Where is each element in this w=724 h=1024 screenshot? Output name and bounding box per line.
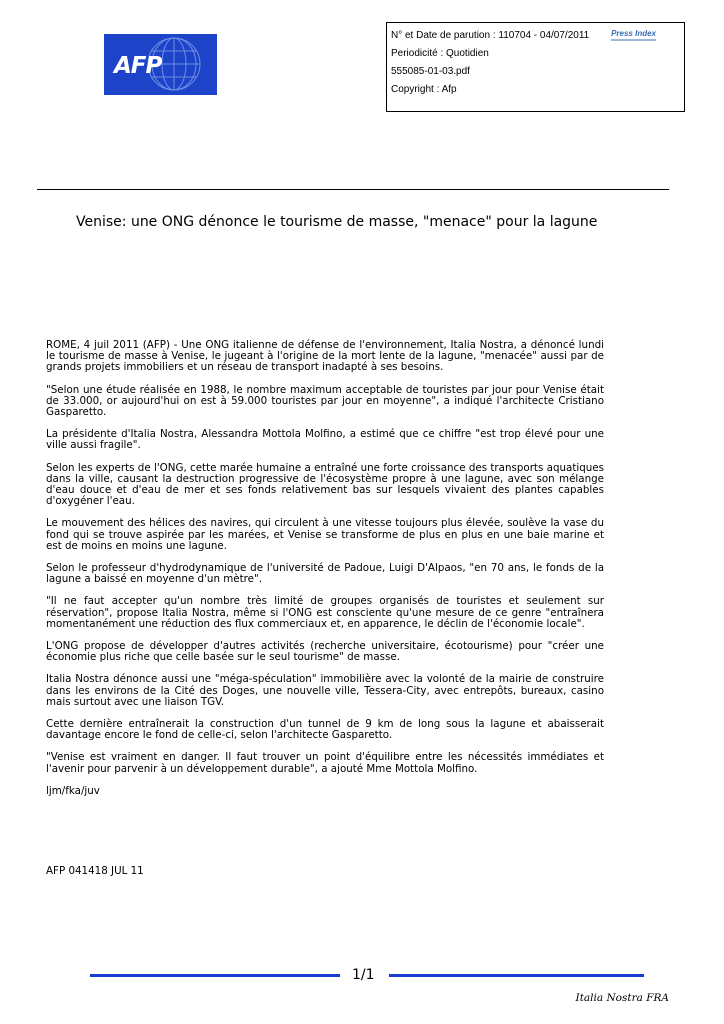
article-body [46,340,604,808]
publication-info-box [386,22,685,112]
article-paragraph: Selon les experts de l'ONG, cette marée humaine a entraîné une forte croissance des transports aquatiques dans la ville, causant la destruction progressive de l'écosystème propre à une lagune, avec son mélange d'eau douce et d'eau de mer et ses fonds relativement bas sur lesquels vivaient des plantes capables d'oxygéner l'eau. [46,461,604,508]
article-paragraph: La présidente d'Italia Nostra, Alessandra Mottola Molfino, a estimé que ce chiffre "est trop élevé pour une ville aussi fragile". [46,428,604,452]
article-paragraph: "Selon une étude réalisée en 1988, le nombre maximum acceptable de touristes par jour pour Venise était de 33.000, or aujourd'hui on est à 59.000 touristes par jour en moyenne", a indiqué l'architecte Cristiano Gasparetto. [46,383,604,419]
periodicite-info: Periodicité : Quotidien [391,48,489,59]
article-paragraph: ROME, 4 juil 2011 (AFP) - Une ONG italienne de défense de l'environnement, Italia Nostra, a dénoncé lundi le tourisme de masse à Venise, le jugeant à l'origine de la mort lente de la lagune, "menacée" aussi par de grands projets immobiliers et un réseau de transport inadapté à ses besoins. [46,339,604,374]
author-signature: ljm/fka/juv [46,784,100,797]
article-paragraph: "Venise est vraiment en danger. Il faut trouver un point d'équilibre entre les nécessités immédiates et l'avenir pour parvenir à un développement durable", a ajouté Mme Mottola Molfino. [46,751,604,775]
page-number: 1/1 [352,967,375,983]
footer-line-left [90,974,340,977]
article-headline: Venise: une ONG dénonce le tourisme de masse, "menace" pour la lagune [76,214,598,230]
article-paragraph: Selon le professeur d'hydrodynamique de l'université de Padoue, Luigi D'Alpaos, "en 70 ans, le fonds de la lagune a baissé en moyenne d'un mètre". [46,562,604,586]
article-paragraph: Italia Nostra dénonce aussi une "méga-spéculation" immobilière avec la volonté de la mairie de construire dans les environs de la Cité des Doges, une nouvelle ville, Tessera-City, avec entrepôts, bureaux, casino mais surtout avec une liaison TGV. [46,673,604,708]
parution-info: N° et Date de parution : 110704 - 04/07/2011 [391,30,590,41]
afp-reference: AFP 041418 JUL 11 [46,865,144,877]
copyright-info: Copyright : Afp [391,84,457,95]
afp-logo [104,34,217,95]
article-paragraph: L'ONG propose de développer d'autres activités (recherche universitaire, écotourisme) pour "créer une économie plus riche que celle basée sur le seul tourisme" de masse. [46,640,604,664]
file-name: 555085-01-03.pdf [391,66,470,77]
press-index-logo: Press Index [611,29,656,41]
header-divider [37,189,669,190]
logo-text: AFP [114,53,162,79]
article-paragraph: Cette dernière entraînerait la construction d'un tunnel de 9 km de long sous la lagune et abaisserait davantage encore le fond de celle-ci, selon l'architecte Gasparetto. [46,718,604,742]
article-paragraph: Le mouvement des hélices des navires, qui circulent à une vitesse toujours plus élevée, soulève la vase du fond qui se trouve aspirée par les marées, et Venise se transforme de plus en plus en une baie marine et est de moins en moins une lagune. [46,517,604,552]
source-label: Italia Nostra FRA [575,992,669,1004]
article-paragraph: "Il ne faut accepter qu'un nombre très limité de groupes organisés de touristes et seulement sur réservation", propose Italia Nostra, même si l'ONG est consciente qu'une mesure de ce genre "entraînera momentanément une réduction des flux commerciaux et, en apparence, le déclin de l'économie locale". [46,595,604,630]
footer-line-right [389,974,644,977]
